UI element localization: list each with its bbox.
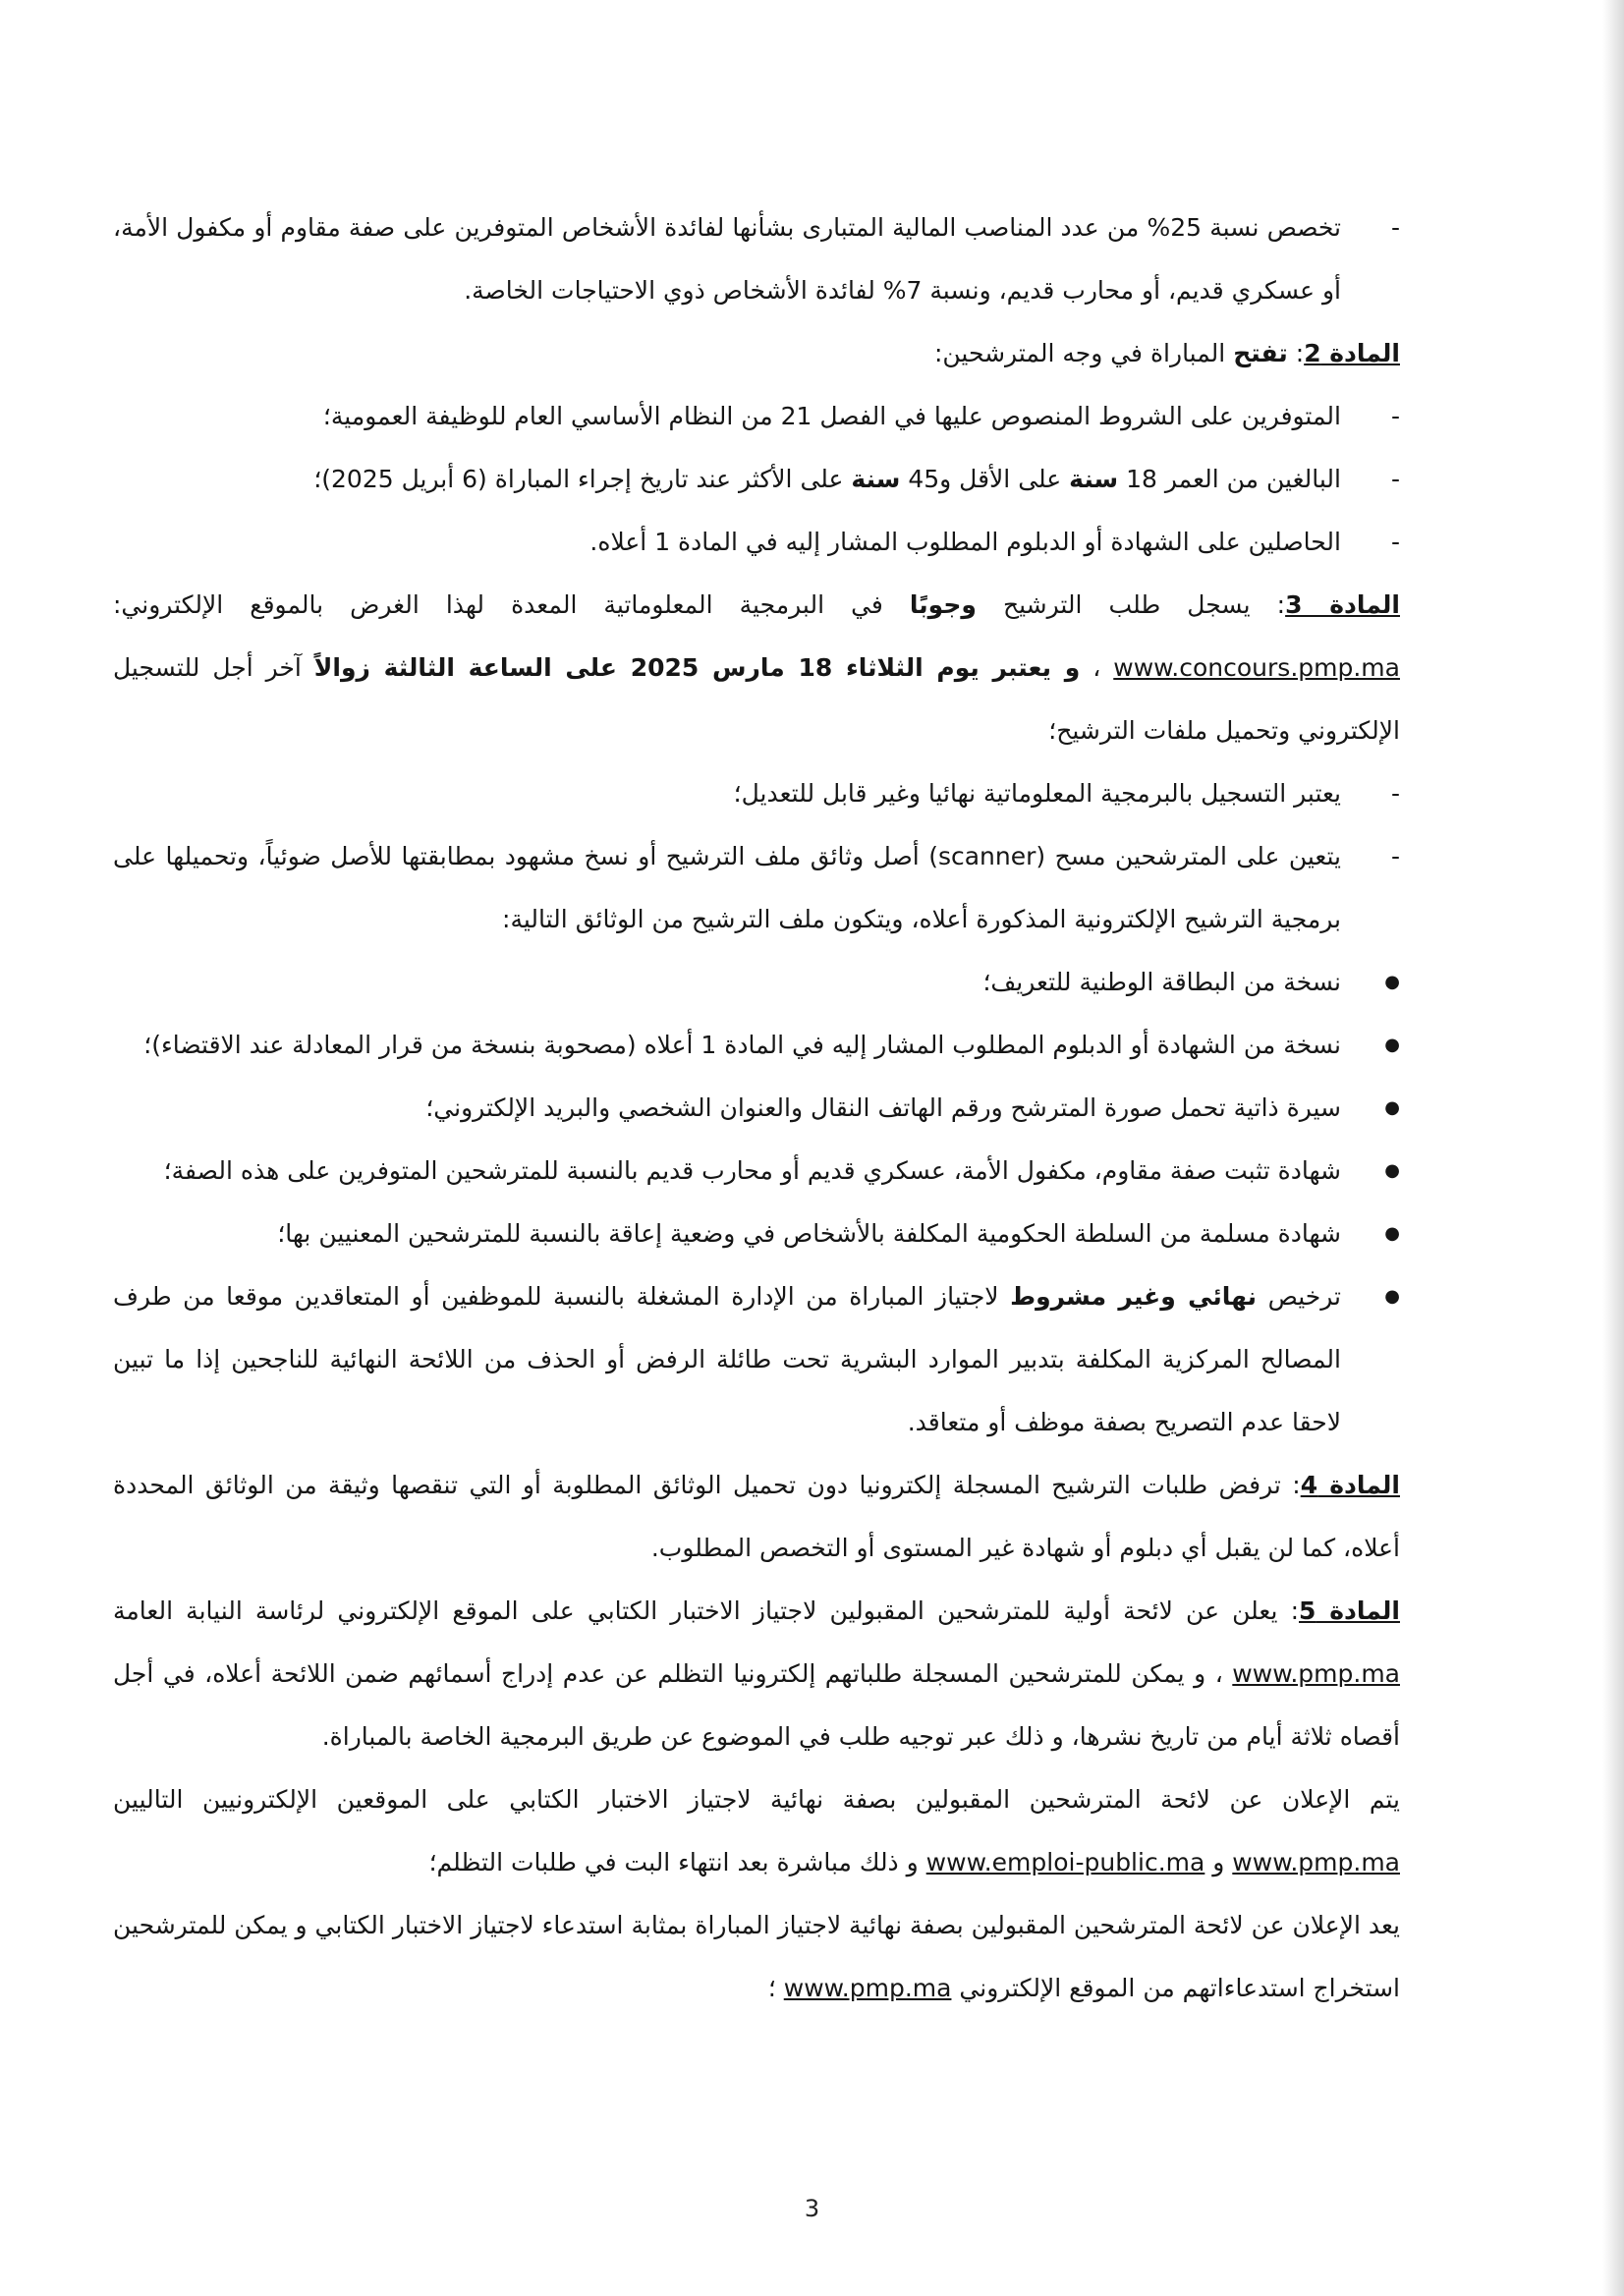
page-number: 3	[804, 2195, 820, 2222]
document-authorization-bold: نهائي وغير مشروط	[1010, 1282, 1258, 1311]
article-2-condition-diploma	[113, 511, 1400, 574]
article-3-label: المادة 3	[1285, 590, 1400, 619]
article-2-heading	[113, 322, 1400, 385]
article-5-text-1: : يعلن عن لائحة أولية للمترشحين المقبولين لاجتياز الاختبار الكتابي على الموقع الإلكتروني لرئاسة النيابة العامة	[113, 1596, 1299, 1625]
scanned-page-edge-shadow	[1602, 0, 1624, 2296]
article-2-label: المادة 2	[1304, 339, 1400, 367]
condition-age-text-3: على الأكثر عند تاريخ إجراء المباراة (6 أبريل 2025)؛	[313, 465, 852, 493]
article-4-paragraph	[113, 1454, 1400, 1580]
convocation-paragraph	[113, 1894, 1400, 2020]
article-5-label: المادة 5	[1299, 1596, 1400, 1625]
list-item	[113, 1203, 1400, 1265]
list-item	[113, 1140, 1400, 1203]
list-item	[113, 1077, 1400, 1140]
article-3-paragraph	[113, 574, 1400, 762]
document-cv-text: سيرة ذاتية تحمل صورة المترشح ورقم الهاتف النقال والعنوان الشخصي والبريد الإلكتروني؛	[425, 1093, 1341, 1122]
document-authorization-text-2: لاجتياز المباراة من الإدارة المشغلة بالنسبة للموظفين أو المتعاقدين موقعا من طرف المصالح المركزية المكلفة بتدبير الموارد البشرية تحت طائلة الرفض أو الحذف من اللائحة النهائية للناجحين إذا ما تبين لاحقا عدم التصريح بصفة موظف أو متعاقد.	[113, 1282, 1341, 1436]
condition-age-text-1: البالغين من العمر 18	[1118, 465, 1341, 493]
pmp-website-link[interactable]: www.pmp.ma	[1232, 1659, 1400, 1688]
concours-website-link[interactable]: www.concours.pmp.ma	[1113, 653, 1400, 682]
article-2-separator: :	[1287, 339, 1305, 367]
intro-quota-item	[113, 196, 1400, 322]
article-4-label: المادة 4	[1300, 1471, 1400, 1499]
condition-diploma-text: الحاصلين على الشهادة أو الدبلوم المطلوب المشار إليه في المادة 1 أعلاه.	[589, 528, 1341, 556]
final-list-text-1: يتم الإعلان عن لائحة المترشحين المقبولين بصفة نهائية لاجتياز الاختبار الكتابي على الموقعين الإلكترونيين التاليين	[113, 1785, 1400, 1814]
required-documents-list	[113, 951, 1400, 1454]
condition-age-bold-1: سنة	[1069, 465, 1119, 493]
condition-age-text-2: على الأقل و45	[900, 465, 1070, 493]
final-list-paragraph	[113, 1768, 1400, 1894]
intro-quota-text: تخصص نسبة 25% من عدد المناصب المالية المتبارى بشأنها لفائدة الأشخاص المتوفرين على صفة مقاوم أو مكفول الأمة، أو عسكري قديم، أو محارب قديم، ونسبة 7% لفائدة الأشخاص ذوي الاحتياجات الخاصة.	[113, 213, 1341, 305]
article-3-deadline-bold: و يعتبر يوم الثلاثاء 18 مارس 2025 على الساعة الثالثة زوالاً	[313, 653, 1081, 682]
article-3-bold-1: وجوبًا	[909, 590, 977, 619]
article-3-scan-documents	[113, 825, 1400, 951]
document-resistance-certificate-text: شهادة تثبت صفة مقاوم، مكفول الأمة، عسكري قديم أو محارب قديم بالنسبة للمترشحين المتوفرين على هذه الصفة؛	[163, 1156, 1341, 1185]
article-4-text: : ترفض طلبات الترشيح المسجلة إلكترونيا دون تحميل الوثائق المطلوبة أو التي تنقصها وثيقة من الوثائق المحددة أعلاه، كما لن يقبل أي دبلوم أو شهادة غير المستوى أو التخصص المطلوب.	[113, 1471, 1400, 1562]
list-item	[113, 1265, 1400, 1454]
article-3-text-4: آخر أجل للتسجيل الإلكتروني وتحميل ملفات الترشيح؛	[113, 653, 1400, 745]
document-authorization-text-1: ترخيص	[1257, 1282, 1342, 1311]
final-list-text-2: و	[1204, 1848, 1233, 1876]
article-2-condition-age	[113, 448, 1400, 511]
article-2-lead-bold: تفتح	[1233, 339, 1288, 367]
article-2-condition-statute	[113, 385, 1400, 448]
article-3-registration-final	[113, 762, 1400, 825]
convocation-text-2: ؛	[767, 1974, 784, 2002]
document-id-card-text: نسخة من البطاقة الوطنية للتعريف؛	[982, 968, 1341, 996]
article-2-lead-text: المباراة في وجه المترشحين:	[933, 339, 1234, 367]
registration-final-text: يعتبر التسجيل بالبرمجية المعلوماتية نهائيا وغير قابل للتعديل؛	[733, 779, 1341, 808]
condition-statute-text: المتوفرين على الشروط المنصوص عليها في الفصل 21 من النظام الأساسي العام للوظيفة العمومية؛	[322, 402, 1341, 430]
article-3-text-2: في البرمجية المعلوماتية المعدة لهذا الغرض بالموقع الإلكتروني:	[113, 590, 910, 619]
list-item	[113, 1014, 1400, 1077]
final-list-text-3: و ذلك مباشرة بعد انتهاء البت في طلبات التظلم؛	[428, 1848, 926, 1876]
article-3-text-3: ،	[1080, 653, 1114, 682]
pmp-website-link[interactable]: www.pmp.ma	[783, 1974, 952, 2002]
pmp-website-link[interactable]: www.pmp.ma	[1232, 1848, 1400, 1876]
document-body	[113, 196, 1400, 2020]
scan-documents-text: يتعين على المترشحين مسح (scanner) أصل وثائق ملف الترشيح أو نسخ مشهود بمطابقتها للأصل ضوئياً، وتحميلها على برمجية الترشيح الإلكترونية المذكورة أعلاه، ويتكون ملف الترشيح من الوثائق التالية:	[113, 842, 1341, 933]
article-5-paragraph	[113, 1580, 1400, 1768]
article-3-text-1: : يسجل طلب الترشيح	[976, 590, 1286, 619]
document-disability-certificate-text: شهادة مسلمة من السلطة الحكومية المكلفة بالأشخاص في وضعية إعاقة بالنسبة للمترشحين المعنيين بها؛	[277, 1219, 1341, 1248]
article-5-text-2: ، و يمكن للمترشحين المسجلة طلباتهم إلكترونيا التظلم عن عدم إدراج أسمائهم ضمن اللائحة أعلاه، في أجل أقصاه ثلاثة أيام من تاريخ نشرها، و ذلك عبر توجيه طلب في الموضوع عن طريق البرمجية الخاصة بالمباراة.	[113, 1659, 1400, 1751]
emploi-public-website-link[interactable]: www.emploi-public.ma	[925, 1848, 1205, 1876]
document-diploma-text: نسخة من الشهادة أو الدبلوم المطلوب المشار إليه في المادة 1 أعلاه (مصحوبة بنسخة من قرار المعادلة عند الاقتضاء)؛	[143, 1031, 1341, 1059]
condition-age-bold-2: سنة	[851, 465, 901, 493]
list-item	[113, 951, 1400, 1014]
convocation-text-1: يعد الإعلان عن لائحة المترشحين المقبولين بصفة نهائية لاجتياز المباراة بمثابة استدعاء لاجتياز الاختبار الكتابي و يمكن للمترشحين استخراج استدعاءاتهم من الموقع الإلكتروني	[113, 1911, 1400, 2002]
